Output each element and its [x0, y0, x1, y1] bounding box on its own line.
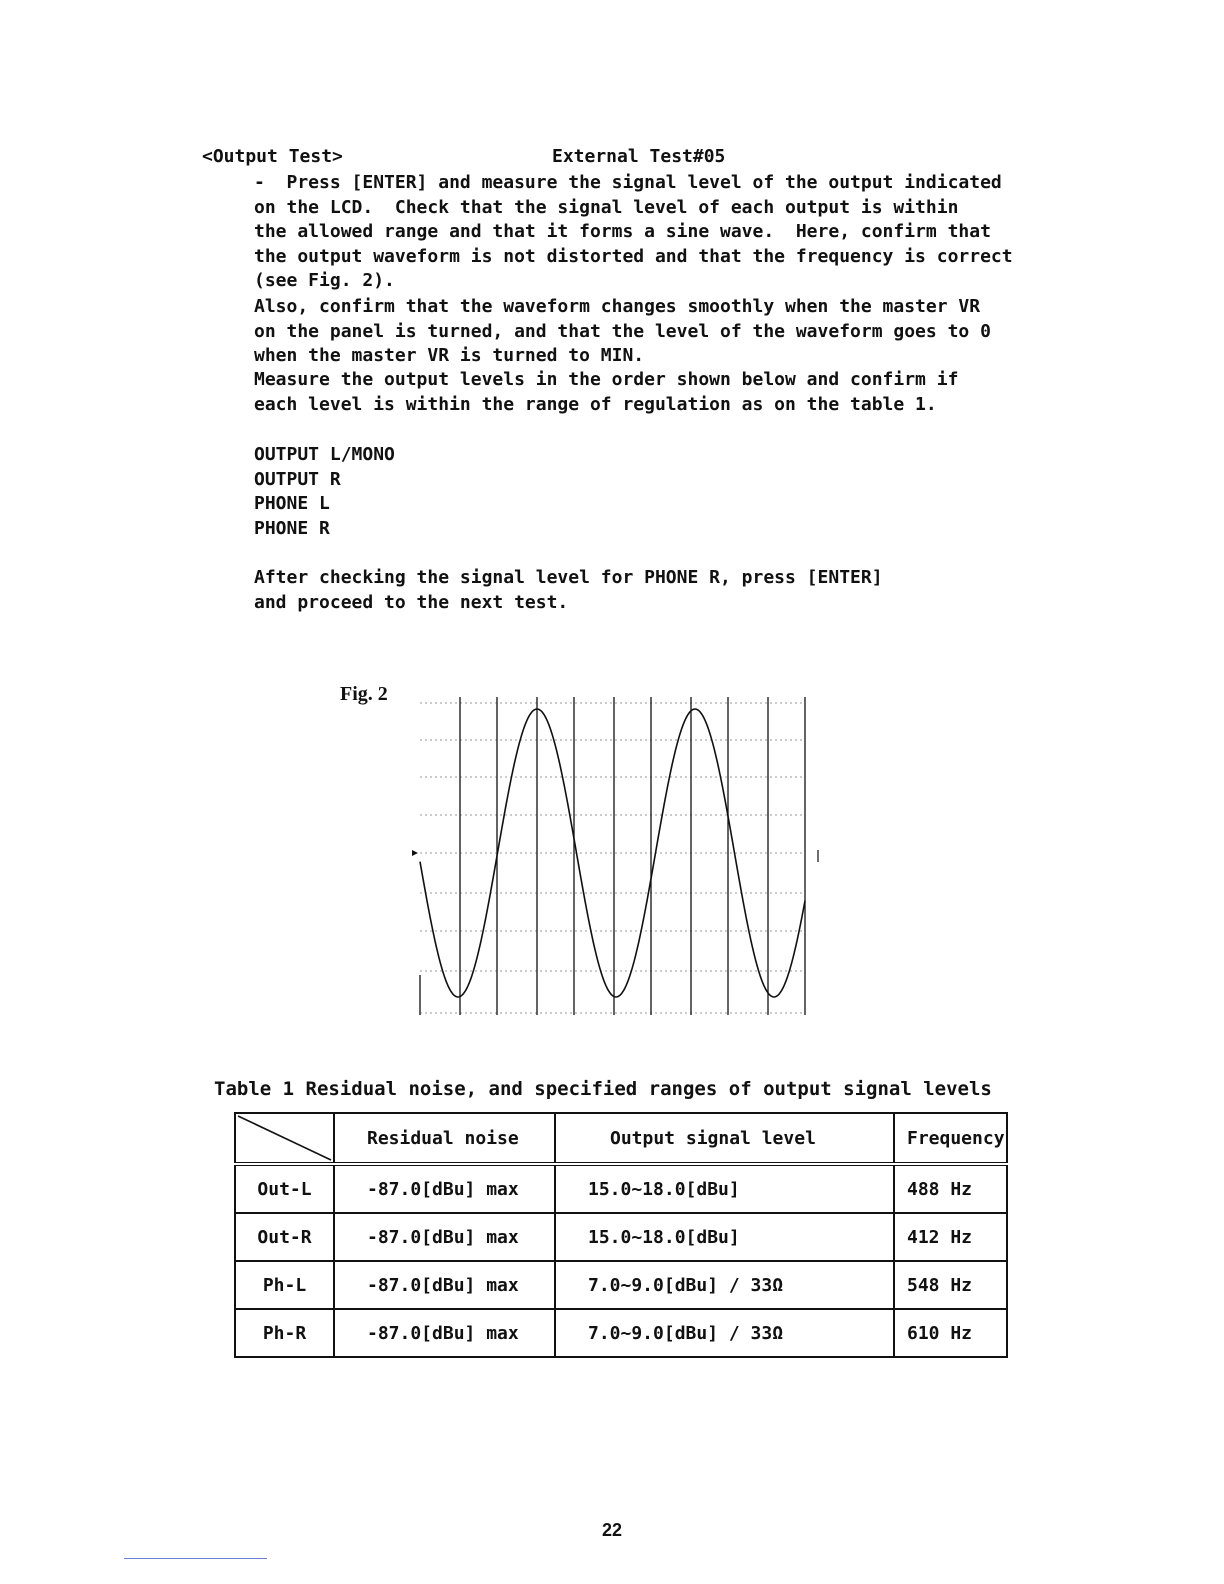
- row-output-level: 7.0~9.0[dBu] / 33Ω: [555, 1261, 894, 1309]
- oscilloscope-waveform-figure: [410, 685, 835, 1020]
- row-output-level: 15.0~18.0[dBu]: [555, 1213, 894, 1261]
- after-check-paragraph: After checking the signal level for PHONE R, press [ENTER] and proceed to the next test.: [254, 567, 883, 613]
- footer-rule: [124, 1558, 267, 1559]
- output-order-item: PHONE R: [254, 517, 330, 539]
- instruction-paragraph-2: Also, confirm that the waveform changes smoothly when the master VR on the panel is turned, and that the level of the waveform goes to 0 when the master VR is turned to MIN.: [254, 296, 991, 367]
- header-residual-noise: Residual noise: [334, 1113, 555, 1164]
- instruction-paragraph-3: Measure the output levels in the order shown below and confirm if each level is within the range of regulation as on the table 1.: [254, 369, 959, 415]
- trigger-marker-icon: [412, 850, 418, 856]
- row-residual: -87.0[dBu] max: [334, 1309, 555, 1357]
- output-order-item: PHONE L: [254, 493, 330, 515]
- row-frequency: 548 Hz: [894, 1261, 1007, 1309]
- row-residual: -87.0[dBu] max: [334, 1164, 555, 1213]
- table-header-row: [235, 1113, 1007, 1164]
- figure-label: Fig. 2: [340, 683, 388, 705]
- row-name: Out-R: [235, 1213, 334, 1261]
- table-corner-cell: [235, 1113, 334, 1164]
- row-residual: -87.0[dBu] max: [334, 1213, 555, 1261]
- table-caption: Table 1 Residual noise, and specified ranges of output signal levels: [214, 1078, 992, 1100]
- row-name: Out-L: [235, 1164, 334, 1213]
- test-id: External Test#05: [552, 146, 726, 167]
- scope-vertical-lines: [420, 697, 805, 1015]
- row-name: Ph-L: [235, 1261, 334, 1309]
- output-order-list: [254, 443, 395, 541]
- row-output-level: 7.0~9.0[dBu] / 33Ω: [555, 1309, 894, 1357]
- output-order-item: OUTPUT L/MONO: [254, 444, 395, 465]
- instruction-paragraph-1: - Press [ENTER] and measure the signal level of the output indicated on the LCD. Check that the signal level of each output is within the allowed range and that it forms a sine wave. Here, confirm that the output waveform is not distorted and that the frequency is correct (see Fig. 2).: [254, 172, 1013, 292]
- table-row: [235, 1309, 1007, 1357]
- row-frequency: 412 Hz: [894, 1213, 1007, 1261]
- row-frequency: 610 Hz: [894, 1309, 1007, 1357]
- scope-grid: [420, 703, 805, 1013]
- diagonal-slash: [236, 1114, 333, 1162]
- row-name: Ph-R: [235, 1309, 334, 1357]
- row-output-level: 15.0~18.0[dBu]: [555, 1164, 894, 1213]
- sine-waveform: [420, 709, 805, 997]
- output-spec-table: [234, 1112, 1008, 1358]
- header-output-level: Output signal level: [555, 1113, 894, 1164]
- header-frequency: Frequency: [894, 1113, 1007, 1164]
- page-number: 22: [601, 1520, 623, 1540]
- table-row: [235, 1261, 1007, 1309]
- row-frequency: 488 Hz: [894, 1164, 1007, 1213]
- section-heading: <Output Test>: [202, 146, 343, 167]
- row-residual: -87.0[dBu] max: [334, 1261, 555, 1309]
- table-row: [235, 1213, 1007, 1261]
- output-order-item: OUTPUT R: [254, 468, 341, 490]
- table-row: [235, 1164, 1007, 1213]
